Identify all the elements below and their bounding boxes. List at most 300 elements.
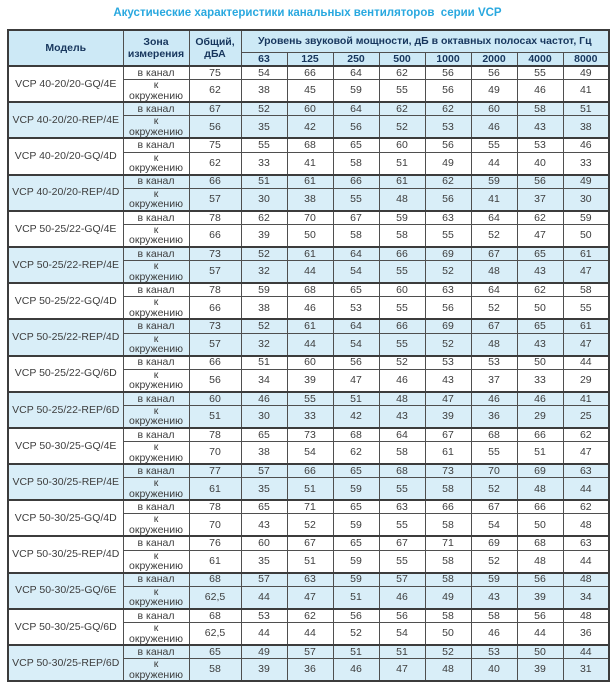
table-row [8,175,609,189]
zone-cell: в канал [123,283,189,297]
level-cell: 58 [425,609,471,623]
level-cell: 58 [563,283,609,297]
level-cell: 65 [333,464,379,478]
level-cell: 64 [333,66,379,80]
level-cell: 52 [425,645,471,659]
table-body [8,66,609,681]
zone-cell: к окружению [123,442,189,465]
level-cell: 53 [425,116,471,139]
zone-cell: к окружению [123,297,189,320]
table-row [8,609,609,623]
zone-cell: в канал [123,138,189,152]
level-cell: 51 [333,586,379,609]
level-cell: 58 [425,573,471,587]
level-cell: 33 [517,369,563,392]
level-cell: 64 [333,319,379,333]
level-cell: 61 [287,175,333,189]
model-cell: VCP 50-25/22-REP/4E [8,247,123,283]
level-cell: 44 [287,333,333,356]
level-cell: 56 [425,297,471,320]
level-cell: 32 [241,333,287,356]
level-cell: 37 [517,188,563,211]
level-cell: 37 [471,369,517,392]
level-cell: 67 [471,247,517,261]
level-cell: 65 [333,500,379,514]
level-cell: 34 [563,586,609,609]
level-cell: 47 [287,586,333,609]
level-cell: 62 [241,211,287,225]
level-cell: 36 [471,405,517,428]
level-cell: 40 [517,152,563,175]
table-row [8,356,609,370]
level-cell: 52 [425,333,471,356]
model-cell: VCP 50-25/22-GQ/4E [8,211,123,247]
level-cell: 55 [563,297,609,320]
zone-cell: в канал [123,247,189,261]
level-cell: 52 [471,478,517,501]
total-dba-cell: 66 [189,175,241,189]
total-dba-cell: 61 [189,478,241,501]
level-cell: 67 [287,536,333,550]
level-cell: 56 [425,138,471,152]
level-cell: 46 [379,586,425,609]
total-dba-cell: 77 [189,464,241,478]
level-cell: 58 [425,514,471,537]
zone-cell: к окружению [123,333,189,356]
table-row [8,138,609,152]
level-cell: 63 [425,211,471,225]
level-cell: 56 [333,356,379,370]
level-cell: 66 [425,500,471,514]
level-cell: 63 [563,536,609,550]
level-cell: 43 [471,586,517,609]
model-cell: VCP 40-20/20-GQ/4D [8,138,123,174]
table-row [8,102,609,116]
model-cell: VCP 50-25/22-REP/4D [8,319,123,355]
level-cell: 58 [333,152,379,175]
level-cell: 51 [287,550,333,573]
level-cell: 43 [517,333,563,356]
table-row [8,392,609,406]
level-cell: 62 [563,428,609,442]
total-dba-cell: 78 [189,428,241,442]
level-cell: 49 [241,645,287,659]
level-cell: 56 [425,80,471,103]
level-cell: 44 [287,261,333,284]
level-cell: 55 [241,138,287,152]
level-cell: 48 [563,514,609,537]
table-row [8,645,609,659]
level-cell: 55 [379,80,425,103]
level-cell: 39 [517,586,563,609]
level-cell: 60 [241,536,287,550]
level-cell: 67 [471,500,517,514]
level-cell: 38 [563,116,609,139]
level-cell: 66 [333,175,379,189]
level-cell: 54 [333,333,379,356]
level-cell: 67 [379,536,425,550]
level-cell: 58 [471,609,517,623]
level-cell: 64 [471,211,517,225]
level-cell: 59 [333,573,379,587]
level-cell: 46 [471,623,517,646]
zone-cell: в канал [123,66,189,80]
zone-cell: в канал [123,102,189,116]
total-dba-cell: 68 [189,573,241,587]
level-cell: 60 [287,356,333,370]
level-cell: 56 [379,609,425,623]
level-cell: 35 [241,550,287,573]
level-cell: 44 [563,645,609,659]
level-cell: 67 [425,428,471,442]
level-cell: 30 [241,405,287,428]
level-cell: 44 [471,152,517,175]
level-cell: 53 [471,356,517,370]
level-cell: 44 [241,623,287,646]
level-cell: 43 [379,405,425,428]
level-cell: 60 [287,102,333,116]
zone-cell: к окружению [123,586,189,609]
level-cell: 62 [517,283,563,297]
level-cell: 46 [379,369,425,392]
model-cell: VCP 50-30/25-GQ/4D [8,500,123,536]
level-cell: 49 [471,80,517,103]
level-cell: 52 [379,356,425,370]
level-cell: 71 [425,536,471,550]
total-dba-cell: 70 [189,442,241,465]
acoustic-table [7,29,610,682]
level-cell: 55 [379,514,425,537]
model-cell: VCP 50-25/22-REP/6D [8,392,123,428]
level-cell: 62 [517,211,563,225]
model-cell: VCP 40-20/20-GQ/4E [8,66,123,102]
table-row [8,247,609,261]
level-cell: 51 [333,392,379,406]
table-row [8,536,609,550]
level-cell: 48 [379,392,425,406]
level-cell: 36 [287,659,333,682]
total-dba-cell: 70 [189,514,241,537]
level-cell: 31 [563,659,609,682]
level-cell: 55 [379,550,425,573]
level-cell: 46 [333,659,379,682]
level-cell: 62 [379,102,425,116]
level-cell: 29 [563,369,609,392]
level-cell: 51 [563,102,609,116]
level-cell: 57 [287,645,333,659]
level-cell: 52 [241,247,287,261]
zone-cell: в канал [123,536,189,550]
zone-cell: к окружению [123,478,189,501]
zone-cell: в канал [123,319,189,333]
zone-cell: в канал [123,464,189,478]
level-cell: 29 [517,405,563,428]
model-cell: VCP 40-20/20-REP/4E [8,102,123,138]
level-cell: 51 [517,442,563,465]
level-cell: 55 [379,261,425,284]
zone-cell: к окружению [123,623,189,646]
zone-cell: в канал [123,392,189,406]
level-cell: 44 [287,623,333,646]
level-cell: 59 [333,550,379,573]
level-cell: 39 [241,659,287,682]
header-frequency: 250 [333,52,379,66]
level-cell: 33 [287,405,333,428]
level-cell: 73 [425,464,471,478]
header-octave-span: Уровень звуковой мощности, дБ в октавных полосах частот, Гц [241,30,609,52]
level-cell: 47 [517,224,563,247]
level-cell: 69 [517,464,563,478]
level-cell: 69 [471,536,517,550]
level-cell: 70 [287,211,333,225]
total-dba-cell: 75 [189,138,241,152]
zone-cell: к окружению [123,550,189,573]
total-dba-cell: 61 [189,550,241,573]
level-cell: 52 [333,623,379,646]
level-cell: 65 [333,536,379,550]
level-cell: 65 [333,138,379,152]
level-cell: 55 [471,138,517,152]
level-cell: 63 [287,573,333,587]
level-cell: 66 [379,319,425,333]
level-cell: 56 [517,573,563,587]
total-dba-cell: 62,5 [189,586,241,609]
table-row [8,573,609,587]
level-cell: 69 [425,247,471,261]
level-cell: 67 [333,211,379,225]
level-cell: 63 [379,500,425,514]
model-cell: VCP 50-30/25-GQ/6E [8,573,123,609]
level-cell: 73 [287,428,333,442]
level-cell: 38 [241,297,287,320]
level-cell: 61 [563,247,609,261]
total-dba-cell: 73 [189,319,241,333]
zone-cell: к окружению [123,261,189,284]
level-cell: 52 [287,514,333,537]
level-cell: 65 [241,500,287,514]
level-cell: 41 [563,80,609,103]
header-frequency: 1000 [425,52,471,66]
level-cell: 60 [471,102,517,116]
zone-cell: в канал [123,573,189,587]
level-cell: 66 [379,247,425,261]
level-cell: 46 [517,392,563,406]
total-dba-cell: 78 [189,211,241,225]
level-cell: 58 [425,550,471,573]
level-cell: 54 [287,442,333,465]
level-cell: 52 [471,224,517,247]
level-cell: 55 [379,478,425,501]
model-cell: VCP 50-30/25-REP/6D [8,645,123,681]
level-cell: 46 [517,80,563,103]
level-cell: 68 [287,138,333,152]
zone-cell: к окружению [123,405,189,428]
level-cell: 50 [517,356,563,370]
level-cell: 53 [241,609,287,623]
level-cell: 42 [287,116,333,139]
zone-cell: в канал [123,356,189,370]
level-cell: 66 [287,66,333,80]
level-cell: 64 [333,102,379,116]
header-zone: Зона измерения [123,30,189,66]
level-cell: 48 [471,261,517,284]
level-cell: 61 [425,442,471,465]
level-cell: 62 [425,102,471,116]
level-cell: 62 [333,442,379,465]
total-dba-cell: 62,5 [189,623,241,646]
zone-cell: к окружению [123,514,189,537]
level-cell: 65 [517,319,563,333]
level-cell: 55 [471,442,517,465]
level-cell: 38 [287,188,333,211]
total-dba-cell: 76 [189,536,241,550]
level-cell: 47 [563,261,609,284]
model-cell: VCP 50-25/22-GQ/4D [8,283,123,319]
level-cell: 43 [517,261,563,284]
level-cell: 59 [333,514,379,537]
level-cell: 46 [563,138,609,152]
header-total: Общий, дБА [189,30,241,66]
level-cell: 39 [287,369,333,392]
total-dba-cell: 78 [189,500,241,514]
level-cell: 46 [287,297,333,320]
model-cell: VCP 40-20/20-REP/4D [8,175,123,211]
level-cell: 51 [241,175,287,189]
level-cell: 55 [379,333,425,356]
zone-cell: к окружению [123,224,189,247]
model-cell: VCP 50-30/25-REP/4E [8,464,123,500]
level-cell: 48 [563,573,609,587]
header-frequency: 500 [379,52,425,66]
level-cell: 39 [425,405,471,428]
level-cell: 64 [471,283,517,297]
total-dba-cell: 62 [189,152,241,175]
zone-cell: в канал [123,645,189,659]
level-cell: 63 [425,283,471,297]
level-cell: 43 [241,514,287,537]
level-cell: 52 [425,261,471,284]
total-dba-cell: 56 [189,369,241,392]
total-dba-cell: 57 [189,261,241,284]
level-cell: 58 [425,478,471,501]
total-dba-cell: 68 [189,609,241,623]
level-cell: 51 [379,152,425,175]
level-cell: 62 [425,175,471,189]
level-cell: 66 [287,464,333,478]
total-dba-cell: 51 [189,405,241,428]
level-cell: 58 [379,442,425,465]
level-cell: 47 [563,333,609,356]
level-cell: 50 [517,514,563,537]
level-cell: 59 [471,175,517,189]
level-cell: 53 [471,645,517,659]
level-cell: 41 [563,392,609,406]
level-cell: 69 [425,319,471,333]
model-cell: VCP 50-25/22-GQ/6D [8,356,123,392]
zone-cell: к окружению [123,659,189,682]
level-cell: 53 [333,297,379,320]
level-cell: 48 [379,188,425,211]
level-cell: 44 [563,356,609,370]
header-frequency: 125 [287,52,333,66]
level-cell: 60 [379,283,425,297]
level-cell: 49 [563,66,609,80]
total-dba-cell: 62 [189,80,241,103]
model-cell: VCP 50-30/25-REP/4D [8,536,123,572]
level-cell: 50 [563,224,609,247]
level-cell: 47 [425,392,471,406]
total-dba-cell: 75 [189,66,241,80]
level-cell: 30 [563,188,609,211]
level-cell: 56 [333,609,379,623]
level-cell: 51 [241,356,287,370]
total-dba-cell: 65 [189,645,241,659]
total-dba-cell: 57 [189,333,241,356]
level-cell: 39 [517,659,563,682]
level-cell: 68 [471,428,517,442]
level-cell: 58 [333,224,379,247]
level-cell: 36 [563,623,609,646]
level-cell: 59 [563,211,609,225]
level-cell: 49 [425,152,471,175]
level-cell: 50 [425,623,471,646]
zone-cell: в канал [123,211,189,225]
level-cell: 62 [379,66,425,80]
level-cell: 57 [241,573,287,587]
level-cell: 61 [563,319,609,333]
level-cell: 46 [471,392,517,406]
level-cell: 55 [333,188,379,211]
level-cell: 49 [425,586,471,609]
level-cell: 47 [333,369,379,392]
level-cell: 45 [287,80,333,103]
level-cell: 55 [379,297,425,320]
level-cell: 39 [241,224,287,247]
level-cell: 50 [517,297,563,320]
zone-cell: к окружению [123,369,189,392]
level-cell: 42 [333,405,379,428]
header-model: Модель [8,30,123,66]
level-cell: 68 [517,536,563,550]
zone-cell: в канал [123,609,189,623]
header-frequency: 8000 [563,52,609,66]
table-row [8,319,609,333]
level-cell: 59 [333,478,379,501]
level-cell: 44 [517,623,563,646]
table-row [8,464,609,478]
level-cell: 55 [517,66,563,80]
total-dba-cell: 78 [189,283,241,297]
level-cell: 67 [471,319,517,333]
level-cell: 55 [287,392,333,406]
level-cell: 51 [379,645,425,659]
level-cell: 51 [333,645,379,659]
level-cell: 56 [425,188,471,211]
level-cell: 62 [287,609,333,623]
level-cell: 33 [563,152,609,175]
level-cell: 61 [287,319,333,333]
level-cell: 56 [471,66,517,80]
level-cell: 70 [471,464,517,478]
level-cell: 59 [333,80,379,103]
level-cell: 60 [379,138,425,152]
level-cell: 54 [471,514,517,537]
level-cell: 48 [563,609,609,623]
level-cell: 48 [517,478,563,501]
level-cell: 41 [287,152,333,175]
level-cell: 63 [563,464,609,478]
level-cell: 65 [241,428,287,442]
